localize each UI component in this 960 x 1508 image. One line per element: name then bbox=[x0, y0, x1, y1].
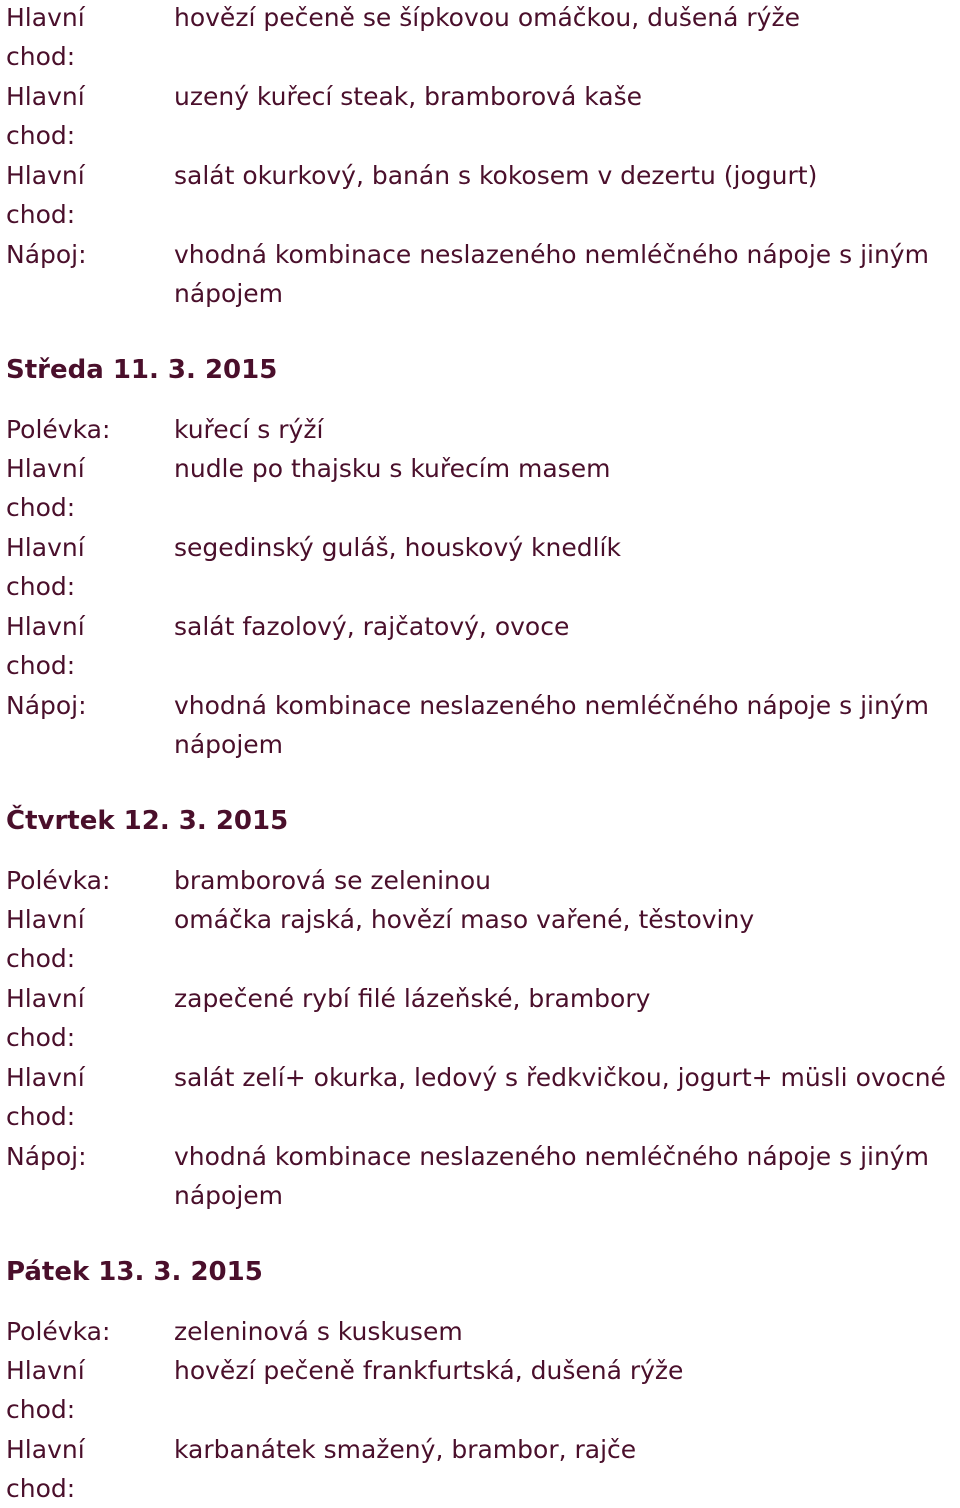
row-label: Hlavní chod: bbox=[6, 161, 85, 229]
dish-text: zapečené rybí filé lázeňské, brambory bbox=[174, 984, 651, 1013]
day-heading: Čtvrtek 12. 3. 2015 bbox=[6, 806, 289, 836]
row-label: Hlavní chod: bbox=[6, 612, 85, 680]
row-label: Nápoj: bbox=[6, 1142, 87, 1171]
dish-text: zeleninová s kuskusem bbox=[174, 1317, 463, 1346]
row-label: Hlavní chod: bbox=[6, 1356, 85, 1424]
dish-text: omáčka rajská, hovězí maso vařené, těstoviny bbox=[174, 905, 755, 934]
dish-text: vhodná kombinace neslazeného nemléčného nápoje s jiným nápojem bbox=[174, 240, 929, 308]
row-label: Nápoj: bbox=[6, 240, 87, 269]
day-heading: Středa 11. 3. 2015 bbox=[6, 355, 278, 385]
day-heading: Pátek 13. 3. 2015 bbox=[6, 1257, 263, 1287]
row-label: Hlavní chod: bbox=[6, 984, 85, 1052]
dish-text: hovězí pečeně frankfurtská, dušená rýže bbox=[174, 1356, 684, 1385]
dish-text: uzený kuřecí steak, bramborová kaše bbox=[174, 82, 642, 111]
row-label: Hlavní chod: bbox=[6, 533, 85, 601]
dish-text: segedinský guláš, houskový knedlík bbox=[174, 533, 621, 562]
dish-text: vhodná kombinace neslazeného nemléčného nápoje s jiným nápojem bbox=[174, 691, 929, 759]
dish-text: bramborová se zeleninou bbox=[174, 866, 492, 895]
row-label: Polévka: bbox=[6, 415, 111, 444]
dish-text: salát okurkový, banán s kokosem v dezertu (jogurt) bbox=[174, 161, 818, 190]
row-label: Polévka: bbox=[6, 1317, 111, 1346]
row-label: Hlavní chod: bbox=[6, 905, 85, 973]
dish-text: salát zelí+ okurka, ledový s ředkvičkou, jogurt+ müsli ovocné bbox=[174, 1063, 946, 1092]
row-label: Hlavní chod: bbox=[6, 1063, 85, 1131]
dish-text: hovězí pečeně se šípkovou omáčkou, dušená rýže bbox=[174, 3, 800, 32]
dish-text: karbanátek smažený, brambor, rajče bbox=[174, 1435, 637, 1464]
row-label: Polévka: bbox=[6, 866, 111, 895]
dish-text: vhodná kombinace neslazeného nemléčného nápoje s jiným nápojem bbox=[174, 1142, 929, 1210]
row-label: Hlavní chod: bbox=[6, 3, 85, 71]
dish-text: kuřecí s rýží bbox=[174, 415, 324, 444]
dish-text: salát fazolový, rajčatový, ovoce bbox=[174, 612, 570, 641]
row-label: Nápoj: bbox=[6, 691, 87, 720]
dish-text: nudle po thajsku s kuřecím masem bbox=[174, 454, 611, 483]
row-label: Hlavní chod: bbox=[6, 454, 85, 522]
row-label: Hlavní chod: bbox=[6, 1435, 85, 1503]
row-label: Hlavní chod: bbox=[6, 82, 85, 150]
